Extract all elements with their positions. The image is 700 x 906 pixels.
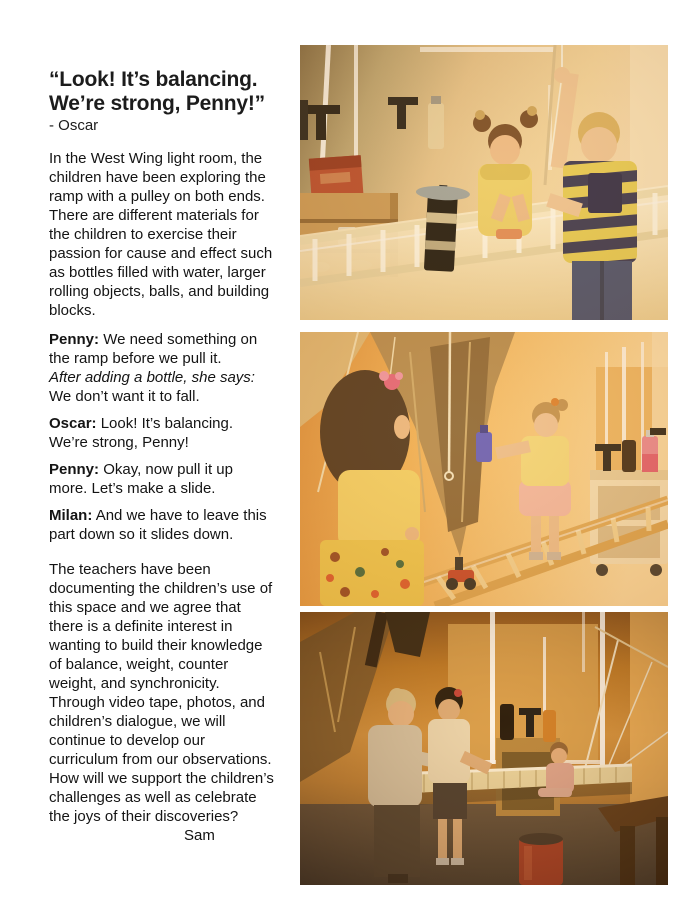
photo-tent-ladder-ramp [300, 332, 668, 606]
dialogue-text: Okay, now pull it up more. Let’s make a slide. [49, 461, 233, 497]
dialogue-oscar [49, 414, 274, 452]
headline-line-2: We’re strong, Penny!” [49, 92, 265, 115]
photo-hanging-ramp [300, 612, 668, 885]
speaker-label: Penny: [49, 331, 100, 348]
article-text-column [49, 68, 280, 845]
photo-3-image [300, 612, 668, 885]
headline-line-1: “Look! It’s balancing. [49, 68, 258, 91]
photo-2-image [300, 332, 668, 606]
intro-paragraph: In the West Wing light room, the children have been exploring the ramp with a pulley on both ends. There are different materials for the children to exercise their passion for cause and effect such as bottles filled with water, larger rolling objects, balls, and building blocks. [49, 150, 273, 319]
warm-light-overlay [300, 332, 668, 606]
speaker-label: Oscar: [49, 415, 97, 432]
closing-paragraph: The teachers have been documenting the children’s use of this space and we agree that there is a definite interest in wanting to build their knowledge of balance, weight, counter weight, and synchronicity. Through video tape, photos, and children’s dialogue, we will continue to develop our curriculum from our observations. How will we support the children’s challenges as well as celebrate the joys of their discoveries? [49, 561, 280, 825]
warm-light-overlay [300, 45, 668, 320]
speaker-label: Milan: [49, 507, 93, 524]
dialogue-penny-2 [49, 460, 274, 498]
dialogue-penny-1 [49, 330, 274, 406]
dim-light-overlay [300, 612, 668, 885]
photo-1-image [300, 45, 668, 320]
dialogue-text: Look! It’s balancing. We’re strong, Penny! [49, 415, 234, 451]
dialogue-milan [49, 506, 274, 544]
dialogue-text: We need something on the ramp before we pull it. [49, 331, 258, 367]
photo-light-room-pulley [300, 45, 668, 320]
headline-quote [49, 68, 274, 116]
quote-attribution: - Oscar [49, 117, 99, 134]
signature: Sam [184, 827, 215, 844]
dialogue-stage-direction: After adding a bottle, she says: [49, 369, 255, 386]
speaker-label: Penny: [49, 461, 100, 478]
dialogue-text: We don’t want it to fall. [49, 388, 200, 405]
dialogue-text: And we have to leave this part down so it slides down. [49, 507, 267, 543]
